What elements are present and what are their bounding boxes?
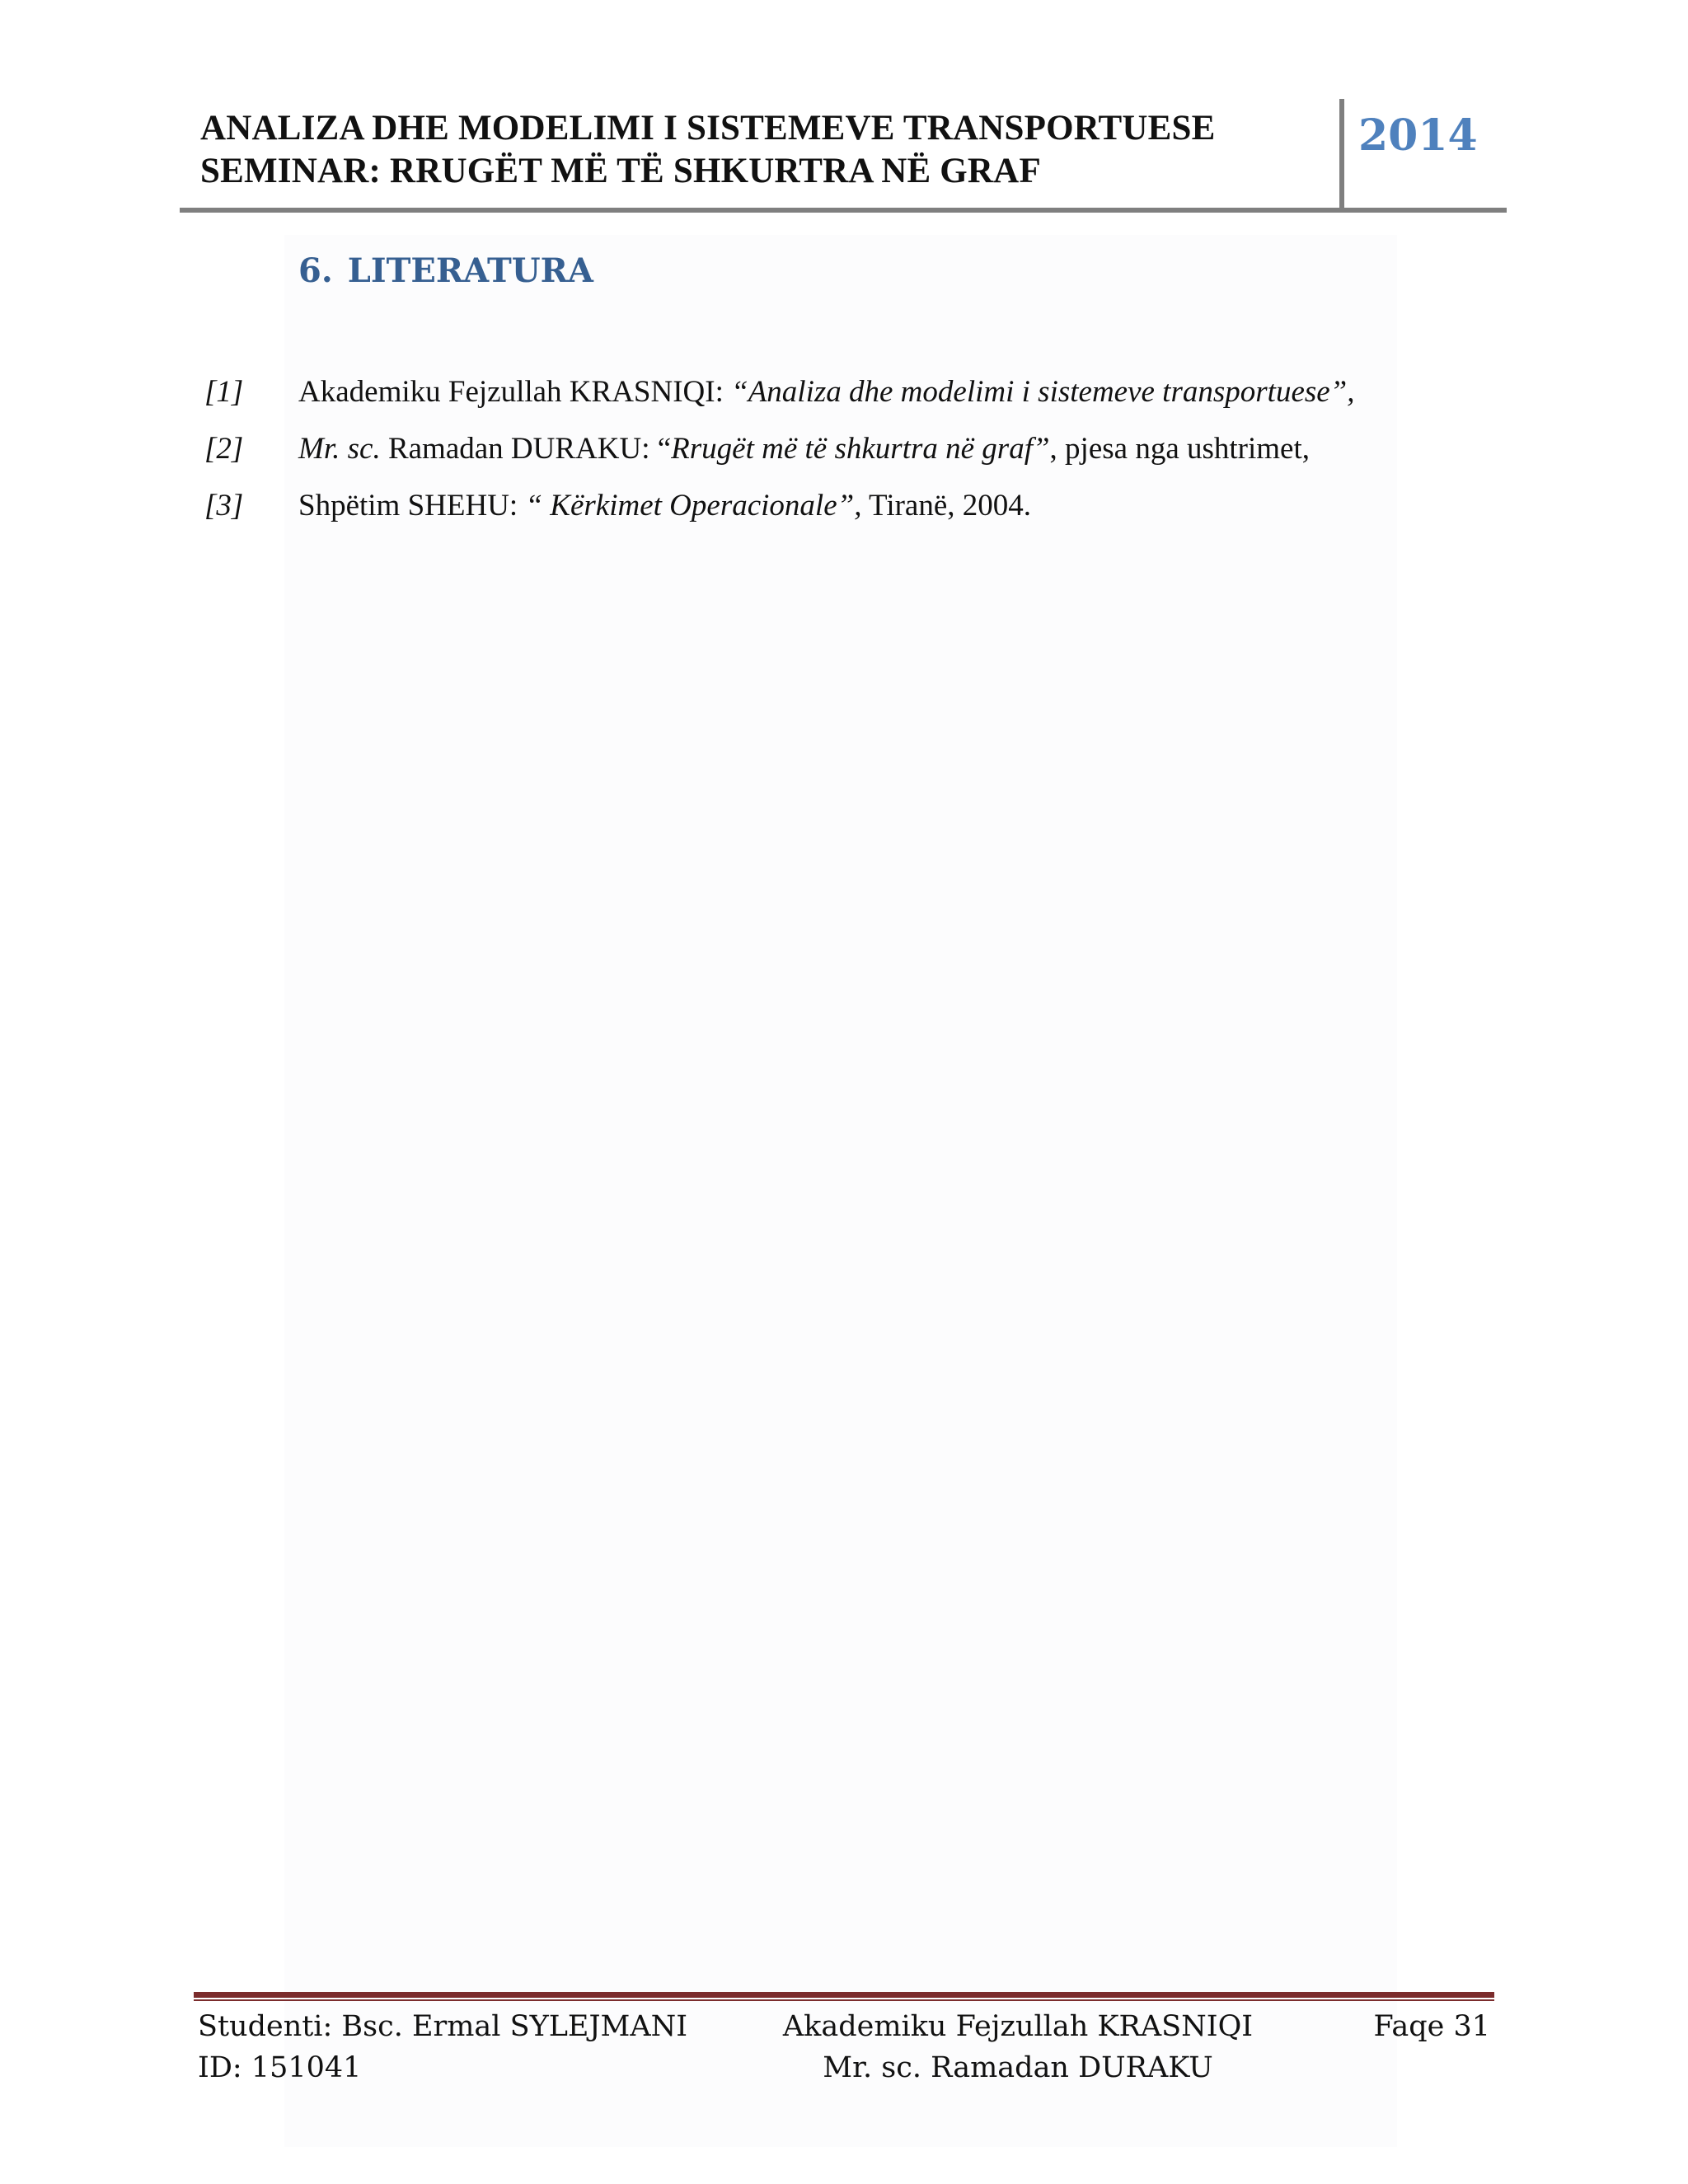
reference-text <box>298 483 1031 529</box>
reference-text <box>298 426 1310 472</box>
footer-mentors <box>742 2006 1294 2088</box>
header-title-line1: ANALIZA DHE MODELIMI I SISTEMEVE TRANSPORTUESE <box>200 109 1216 148</box>
reference-number: [1] <box>204 375 244 409</box>
reference-rest: , pjesa nga ushtrimet, <box>1049 432 1311 466</box>
header-year: 2014 <box>1358 110 1478 161</box>
footer-student: Studenti: Bsc. Ermal SYLEJMANI <box>198 2010 688 2043</box>
reference-number: [2] <box>204 432 244 466</box>
reference-title: Rrugët më të shkurtra në graf” <box>671 432 1050 466</box>
footer-page-number: Faqe 31 <box>1373 2010 1490 2043</box>
reference-text <box>298 369 1355 415</box>
reference-prefix: Mr. sc. <box>298 432 381 466</box>
footer-mentor-1: Akademiku Fejzullah KRASNIQI <box>782 2010 1254 2043</box>
section-heading <box>298 251 593 290</box>
reference-author: Ramadan DURAKU: “ <box>380 432 672 466</box>
header-divider <box>180 208 1507 213</box>
reference-rest: Tiranë, 2004. <box>861 489 1032 523</box>
footer-divider <box>194 1992 1494 1998</box>
reference-title: “Analiza dhe modelimi i sistemeve transportuese”, <box>731 375 1355 409</box>
reference-author: Akademiku Fejzullah KRASNIQI: <box>298 375 732 409</box>
header-vertical-divider <box>1339 99 1344 213</box>
reference-author: Shpëtim SHEHU: <box>298 489 526 523</box>
footer-student-id: ID: 151041 <box>198 2051 362 2084</box>
footer-mentor-2: Mr. sc. Ramadan DURAKU <box>823 2051 1213 2084</box>
section-title: LITERATURA <box>347 251 593 290</box>
section-number: 6. <box>298 251 333 290</box>
header-title-line2: SEMINAR: RRUGËT MË TË SHKURTRA NË GRAF <box>200 152 1041 190</box>
footer-divider-thin <box>194 1999 1494 2001</box>
reference-number: [3] <box>204 489 244 523</box>
reference-title: “ Kërkimet Operacionale”, <box>525 489 862 523</box>
footer-student-info <box>198 2006 687 2088</box>
document-header-title <box>200 107 1215 193</box>
